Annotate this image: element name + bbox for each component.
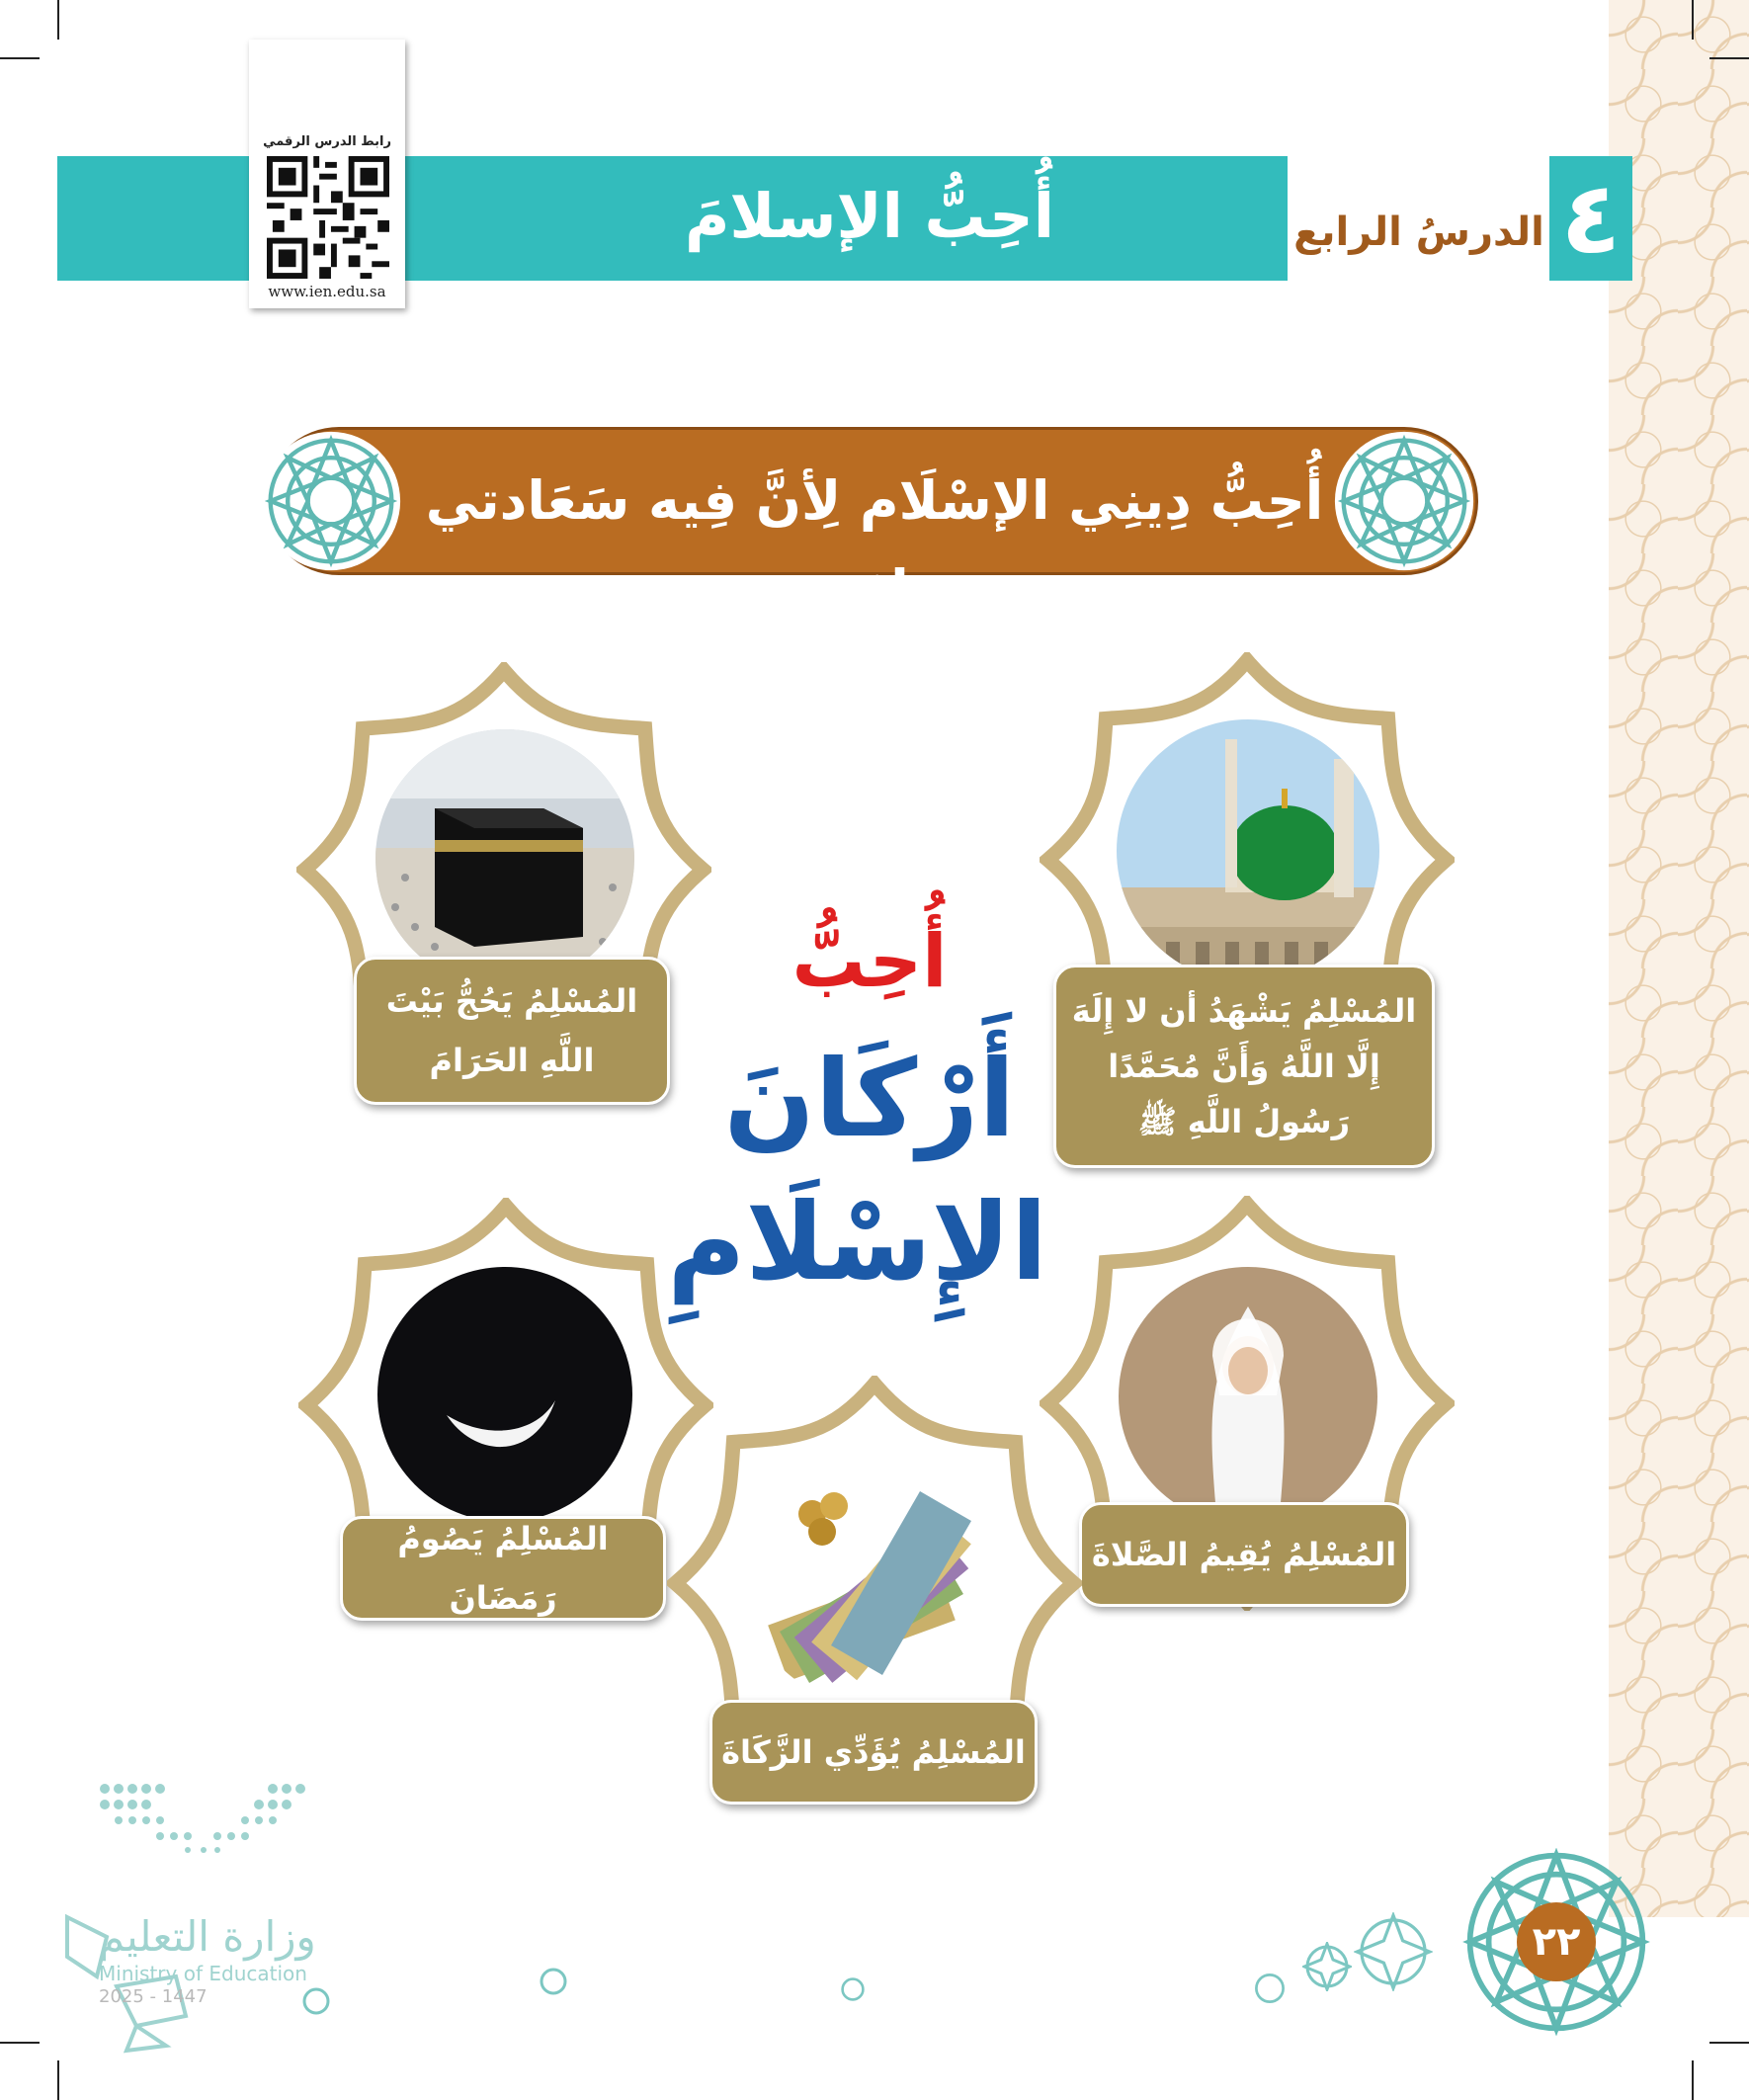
prayer-photo	[1119, 1267, 1377, 1526]
caption-line: المُسْلِمُ يَحُجُّ بَيْتَ	[385, 982, 638, 1020]
rosette-icon	[1354, 1912, 1433, 1991]
crop-mark	[1692, 0, 1694, 40]
crop-mark	[1709, 57, 1749, 59]
caption-zakah	[709, 1700, 1038, 1805]
rosette-icon	[840, 1976, 866, 2002]
lesson-number: ٤	[1560, 160, 1622, 276]
side-ornament-strip	[1609, 0, 1749, 1917]
lesson-label: الدرسُ الرابع	[1293, 210, 1544, 255]
ministry-name-ar: وزارة التعليم	[99, 1912, 316, 1961]
crescent-moon-photo	[377, 1267, 632, 1522]
caption-line: إِلَّا اللَّهُ وَأَنَّ مُحَمَّدًا	[1108, 1048, 1380, 1085]
rosette-icon	[539, 1967, 568, 1996]
crop-mark	[0, 2042, 40, 2044]
rosette-icon	[1253, 1972, 1287, 2005]
prophets-mosque-photo	[1117, 719, 1379, 982]
crop-mark	[57, 2060, 59, 2100]
qr-code-icon[interactable]	[267, 156, 389, 279]
caption-line: رَسُولُ اللَّهِ ﷺ	[1137, 1103, 1351, 1140]
caption-sawm	[340, 1516, 666, 1621]
center-islam-text: الإِسْلَامِ	[667, 1181, 1047, 1304]
caption-hajj	[354, 957, 670, 1105]
lesson-title: أُحِبُّ الإسلامَ	[684, 180, 1055, 252]
rosette-icon	[301, 1986, 331, 2016]
page-number: ٢٢	[1517, 1902, 1596, 1981]
money-photo	[743, 1445, 1004, 1706]
crop-mark	[0, 57, 40, 59]
qr-url[interactable]: www.ien.edu.sa	[268, 283, 386, 300]
caption-line: المُسْلِمُ يُقِيمُ الصَّلاةَ	[1091, 1536, 1397, 1573]
ministry-name-en: Ministry of Education	[99, 1962, 307, 1985]
caption-line: المُسْلِمُ يُؤَدِّي الزَّكَاةَ	[721, 1733, 1026, 1771]
rosette-icon	[1302, 1942, 1352, 1991]
center-love-text: أُحِبُّ	[791, 919, 948, 1004]
qr-label: رابط الدرس الرقمي	[263, 134, 391, 149]
crop-mark	[57, 0, 59, 40]
medallion-icon	[259, 429, 403, 573]
caption-line: المُسْلِمُ يَصُومُ رَمَضَانَ	[397, 1520, 609, 1617]
caption-shahada	[1053, 965, 1435, 1168]
caption-line: اللَّهِ الحَرَامَ	[429, 1042, 595, 1079]
center-pillars-text: أَرْكَانَ	[723, 1038, 1016, 1161]
slogan-text: أُحِبُّ دِينِي الإسْلَام لِأنَّ فِيه سَعَادتي وَراحَتي	[425, 469, 1324, 621]
crop-mark	[1709, 2042, 1749, 2044]
crop-mark	[1692, 2060, 1694, 2100]
ministry-year: 2025 - 1447	[99, 1986, 208, 2007]
caption-line: المُسْلِمُ يَشْهَدُ أن لا إِلَهَ	[1071, 992, 1417, 1030]
medallion-icon	[1332, 429, 1476, 573]
caption-salah	[1079, 1502, 1409, 1607]
kaaba-photo	[375, 729, 634, 988]
ministry-logo-dots-icon	[95, 1779, 312, 1858]
